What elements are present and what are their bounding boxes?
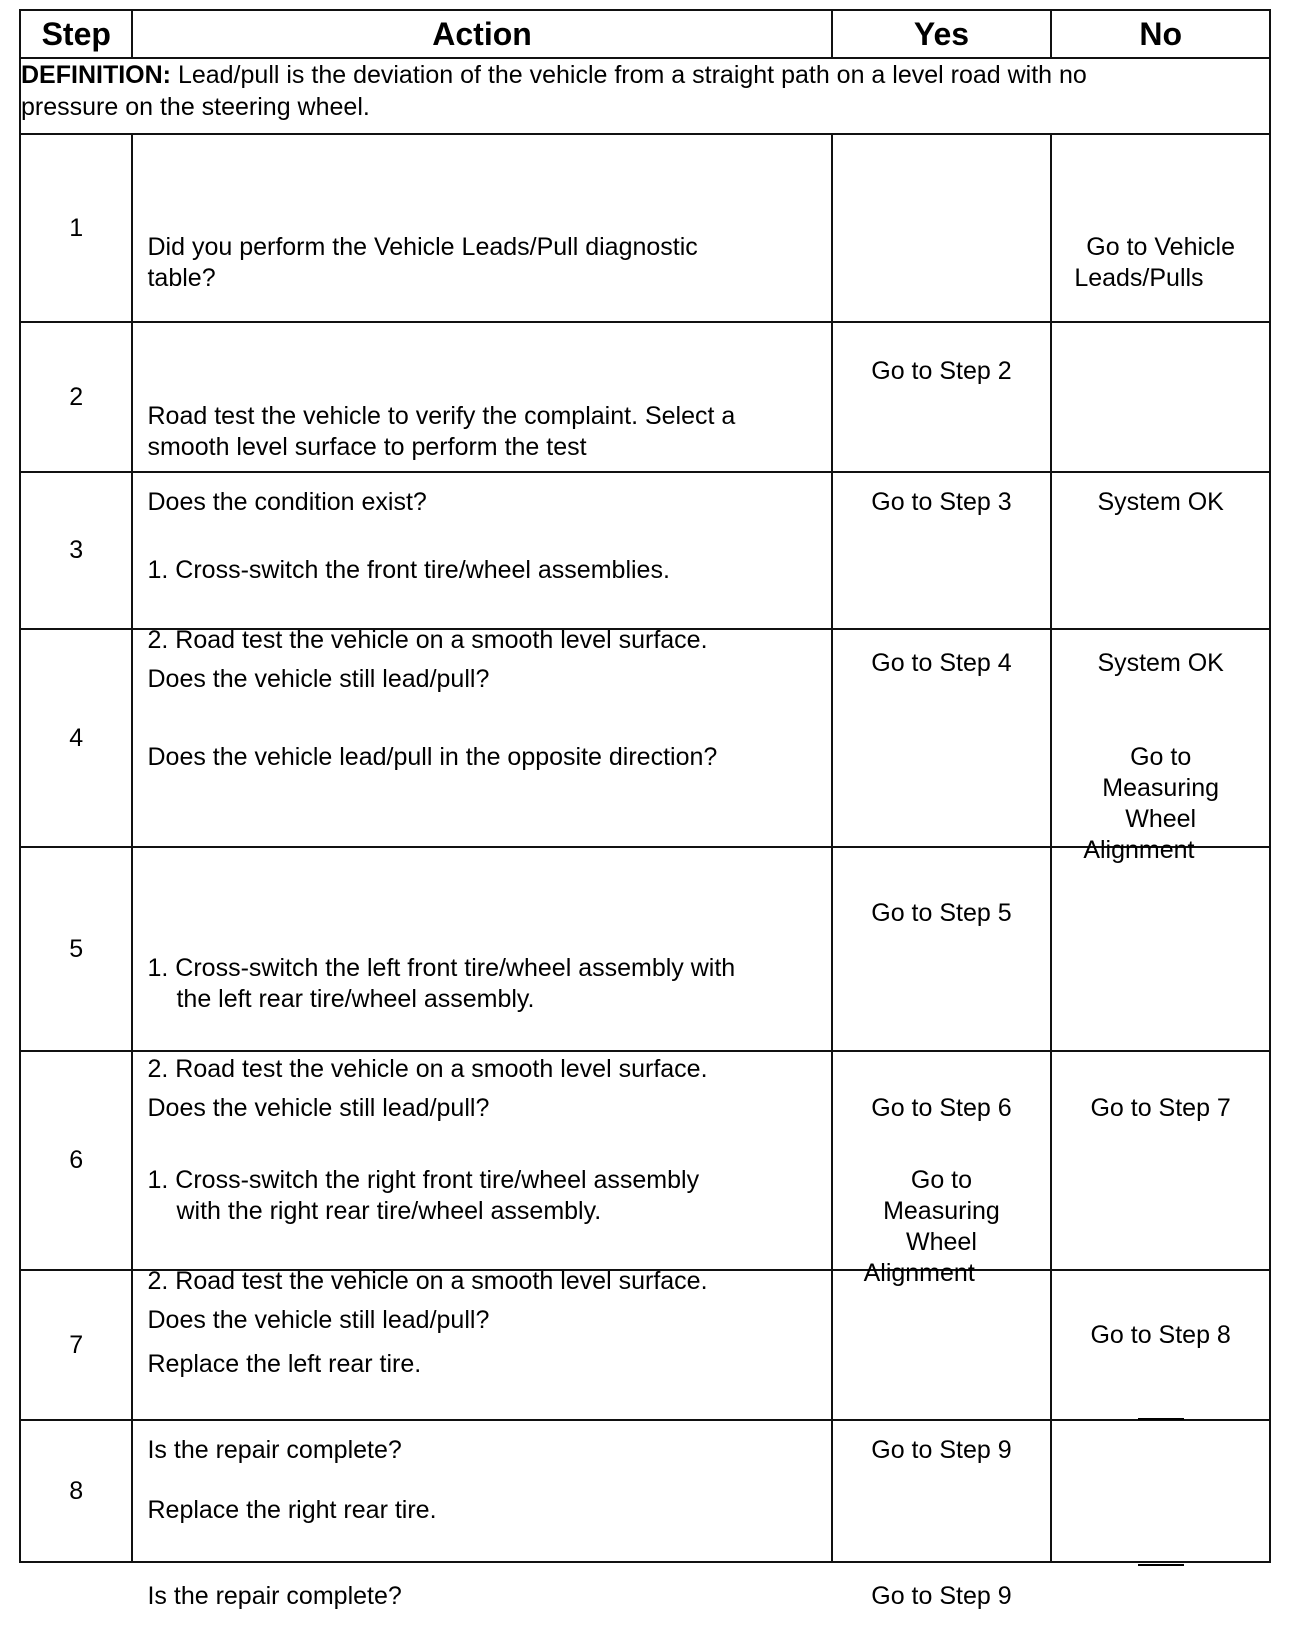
column-header-action: Action <box>132 10 831 58</box>
step-number: 7 <box>20 1270 132 1420</box>
diagnostic-table-document <box>19 9 1271 1610</box>
no-text: Go to <box>1130 743 1192 771</box>
table-row <box>20 1270 1270 1420</box>
action-line: Does the vehicle lead/pull in the opposite direction? <box>147 743 718 771</box>
yes-cell <box>832 1051 1052 1287</box>
action-cell <box>132 1420 831 1610</box>
yes-text: Go to Step 4 <box>871 648 1012 677</box>
no-text: Go to Step 7 <box>1090 1094 1231 1122</box>
action-line: smooth level surface to perform the test <box>147 433 587 461</box>
no-cell <box>1051 322 1270 516</box>
action-line: with the right rear tire/wheel assembly. <box>176 1196 602 1225</box>
diagnostic-table <box>19 9 1271 1610</box>
action-line: 2. Road test the vehicle on a smooth level surface. <box>147 1266 708 1295</box>
yes-cell <box>832 472 1052 677</box>
no-cell <box>1051 1270 1270 1420</box>
step-number: 1 <box>20 134 132 322</box>
yes-text: Measuring <box>883 1196 1000 1225</box>
yes-text: Go to Step 3 <box>871 488 1012 516</box>
action-cell <box>132 1270 831 1464</box>
no-cell <box>1051 1051 1270 1349</box>
column-header-yes: Yes <box>832 10 1052 58</box>
action-line: Replace the right rear tire. <box>147 1496 437 1524</box>
no-text: Wheel <box>1125 805 1197 833</box>
action-cell <box>132 847 831 1122</box>
step-number: 8 <box>20 1420 132 1562</box>
action-line: the left rear tire/wheel assembly. <box>176 985 535 1013</box>
action-line: Replace the left rear tire. <box>147 1350 422 1378</box>
definition-row <box>20 58 1270 134</box>
action-line: 1. Cross-switch the left front tire/wheel assembly with <box>147 954 736 982</box>
no-text: Alignment <box>1083 836 1195 864</box>
table-row <box>20 847 1270 1051</box>
action-cell <box>132 1051 831 1334</box>
step-number: 3 <box>20 472 132 629</box>
action-line: 2. Road test the vehicle on a smooth level surface. <box>147 625 708 654</box>
no-text: Go to Step 8 <box>1090 1320 1231 1349</box>
action-cell <box>132 472 831 693</box>
action-line: Does the condition exist? <box>147 488 427 516</box>
yes-text: Go to Step 6 <box>871 1094 1012 1122</box>
yes-cell <box>832 134 1052 385</box>
yes-cell <box>832 1270 1052 1464</box>
yes-text: Wheel <box>906 1227 977 1256</box>
not-applicable-dash <box>1138 1564 1184 1566</box>
yes-text: Go to Step 5 <box>871 899 1012 927</box>
action-line: Is the repair complete? <box>147 1582 402 1610</box>
yes-cell <box>832 1420 1052 1610</box>
yes-text: Alignment <box>863 1258 975 1287</box>
step-number: 5 <box>20 847 132 1051</box>
no-cell <box>1051 134 1270 322</box>
yes-text: Go to Step 9 <box>871 1436 1012 1464</box>
action-line: table? <box>147 264 216 292</box>
step-number: 6 <box>20 1051 132 1270</box>
definition-text-line2: pressure on the steering wheel. <box>21 93 370 121</box>
definition-cell <box>20 58 1270 134</box>
table-row <box>20 1051 1270 1270</box>
action-line: 2. Road test the vehicle on a smooth level surface. <box>147 1055 708 1083</box>
column-header-step: Step <box>20 10 132 58</box>
action-line: 1. Cross-switch the front tire/wheel assemblies. <box>147 555 670 584</box>
table-row <box>20 1420 1270 1562</box>
table-row <box>20 629 1270 847</box>
no-text: System OK <box>1097 488 1224 516</box>
action-line: Road test the vehicle to verify the complaint. Select a <box>147 402 736 430</box>
no-text: System OK <box>1097 648 1224 677</box>
no-text: Leads/Pulls <box>1074 264 1204 292</box>
no-cell <box>1051 629 1270 864</box>
table-row <box>20 322 1270 472</box>
yes-cell <box>832 629 1052 927</box>
no-cell <box>1051 1420 1270 1562</box>
action-cell <box>132 322 831 516</box>
yes-cell <box>832 322 1052 516</box>
action-cell <box>132 134 831 322</box>
action-cell <box>132 629 831 847</box>
table-row <box>20 134 1270 322</box>
yes-text: Go to Step 2 <box>871 357 1012 385</box>
action-line: Did you perform the Vehicle Leads/Pull diagnostic <box>147 233 698 261</box>
action-line: Does the vehicle still lead/pull? <box>147 1305 490 1334</box>
action-line: Does the vehicle still lead/pull? <box>147 1094 490 1122</box>
table-row <box>20 472 1270 629</box>
action-line: Is the repair complete? <box>147 1436 402 1464</box>
no-cell <box>1051 472 1270 677</box>
step-number: 4 <box>20 629 132 847</box>
yes-text: Go to Step 9 <box>871 1582 1012 1610</box>
yes-cell <box>832 847 1052 1122</box>
no-text: Go to Vehicle <box>1086 233 1236 261</box>
step-number: 2 <box>20 322 132 472</box>
action-line: Does the vehicle still lead/pull? <box>147 664 490 693</box>
no-text: Measuring <box>1102 774 1220 802</box>
definition-text-line1: Lead/pull is the deviation of the vehicle from a straight path on a level road with no <box>171 61 1087 89</box>
no-cell <box>1051 847 1270 1122</box>
yes-text: Go to <box>910 1165 973 1194</box>
header-row <box>20 10 1270 58</box>
action-line: 1. Cross-switch the right front tire/wheel assembly <box>147 1165 700 1194</box>
definition-label: DEFINITION: <box>21 61 171 89</box>
column-header-no: No <box>1051 10 1270 58</box>
